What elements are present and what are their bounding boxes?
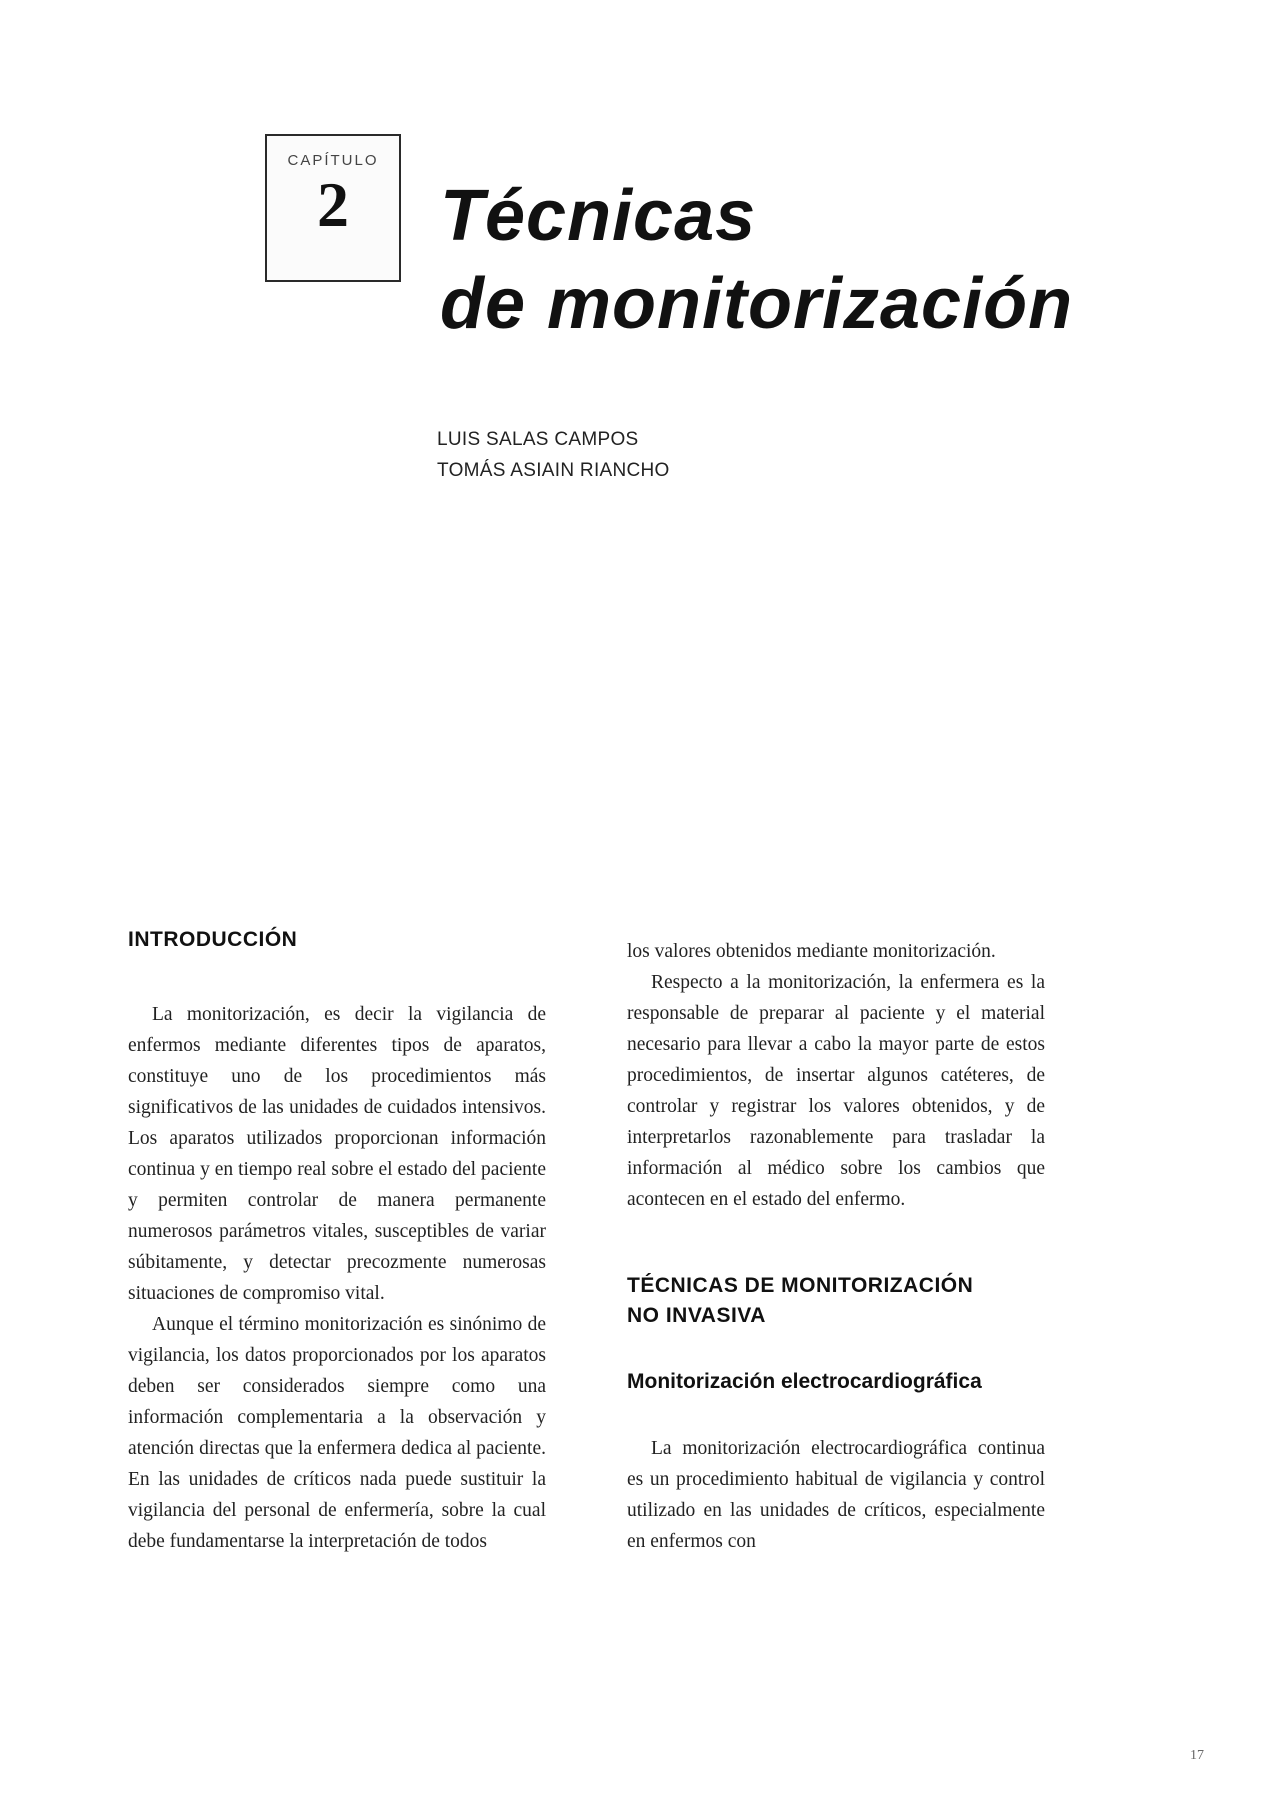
intro-heading: INTRODUCCIÓN bbox=[128, 928, 298, 951]
page-number: 17 bbox=[1190, 1748, 1204, 1763]
nurse-role-paragraph: Respecto a la monitorización, la enfermera es la responsable de preparar al paciente y el material necesario para llevar a cabo la mayor parte de estos procedimientos, de insertar algunos catéteres, de controlar y registrar los valores obtenidos, y de interpretarlos razonablemente para trasladar la información al médico sobre los cambios que acontecen en el estado del enfermo. bbox=[627, 972, 1045, 1210]
author-1: LUIS SALAS CAMPOS bbox=[437, 429, 639, 450]
chapter-title bbox=[440, 172, 1073, 348]
left-column bbox=[128, 925, 546, 1557]
continuation-paragraph: los valores obtenidos mediante monitorización. bbox=[627, 941, 996, 962]
chapter-label: CAPÍTULO bbox=[287, 152, 379, 169]
intro-paragraph-2: Aunque el término monitorización es sinónimo de vigilancia, los datos proporcionados por los aparatos deben ser considerados siempre como una información complementaria a la observación y atención directas que la enfermera dedica al paciente. En las unidades de críticos nada puede sustituir la vigilancia del personal de enfermería, sobre la cual debe fundamentarse la interpretación de todos bbox=[128, 1314, 546, 1552]
noninvasive-heading-line-2: NO INVASIVA bbox=[627, 1304, 766, 1327]
chapter-number: 2 bbox=[317, 169, 349, 240]
right-column bbox=[627, 936, 1045, 1557]
chapter-number-box bbox=[265, 134, 401, 282]
noninvasive-section-heading bbox=[627, 1271, 1045, 1331]
authors bbox=[437, 424, 670, 486]
noninvasive-heading-line-1: TÉCNICAS DE MONITORIZACIÓN bbox=[627, 1274, 974, 1297]
ecg-paragraph: La monitorización electrocardiográfica continua es un procedimiento habitual de vigilancia y control utilizado en las unidades de críticos, especialmente en enfermos con bbox=[627, 1438, 1045, 1552]
intro-paragraph-1: La monitorización, es decir la vigilancia de enfermos mediante diferentes tipos de aparatos, constituye uno de los procedimientos más significativos de las unidades de cuidados intensivos. Los aparatos utilizados proporcionan información continua y en tiempo real sobre el estado del paciente y permiten controlar de manera permanente numerosos parámetros vitales, susceptibles de variar súbitamente, y detectar precozmente numerosas situaciones de compromiso vital. bbox=[128, 1004, 546, 1304]
author-2: TOMÁS ASIAIN RIANCHO bbox=[437, 460, 670, 481]
chapter-title-line-1: Técnicas bbox=[440, 176, 757, 256]
chapter-title-line-2: de monitorización bbox=[440, 264, 1074, 344]
ecg-subsection-heading: Monitorización electrocardiográfica bbox=[627, 1370, 982, 1393]
